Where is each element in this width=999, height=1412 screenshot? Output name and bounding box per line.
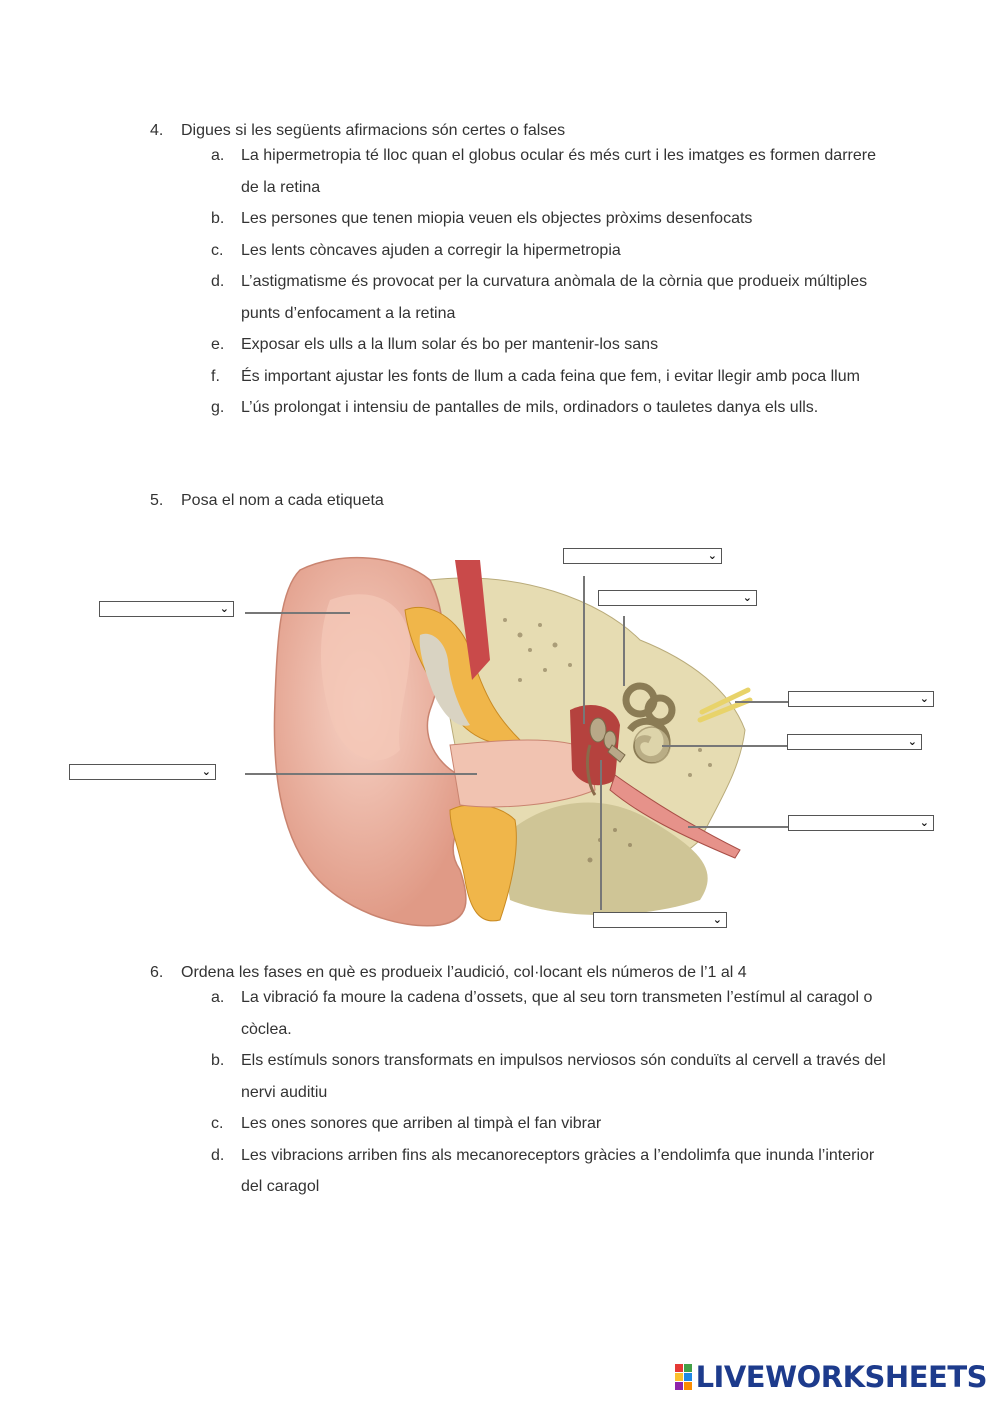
chevron-down-icon: ⌄ [742,592,752,604]
list-item: b. Les persones que tenen miopia veuen els objectes pròxims desenfocats [211,210,753,227]
question-6-list [211,982,891,1203]
chevron-down-icon: ⌄ [919,693,929,705]
list-item: f. És important ajustar les fonts de llum a cada feina que fem, i evitar llegir amb poca llum [211,367,860,385]
leader-line [245,612,350,614]
list-item: e. Exposar els ulls a la llum solar és bo per mantenir-los sans [211,336,659,353]
chevron-down-icon: ⌄ [712,914,722,926]
label-dropdown-pinna[interactable] [99,601,234,617]
liveworksheets-logo [675,1360,987,1394]
label-dropdown-ossicles[interactable] [563,548,722,564]
leader-line [583,576,585,724]
question-6-title: 6. Ordena les fases en què es produeix l’audició, col·locant els números de l’1 al 4 [150,964,747,981]
list-item: b. Els estímuls sonors transformats en impulsos nerviosos són conduïts al cervell a través del nervi auditiu [211,1052,886,1101]
label-dropdown-cochlea[interactable] [787,734,922,750]
list-item: g. L’ús prolongat i intensiu de pantalles de mils, ordinadors o tauletes danya els ulls. [211,399,819,416]
list-item: a. La hipermetropia té lloc quan el globus ocular és més curt i les imatges es formen darrere de la retina [211,147,876,196]
chevron-down-icon: ⌄ [219,603,229,615]
leader-line [662,745,787,747]
leader-line [623,616,625,686]
question-4-title: 4. Digues si les següents afirmacions són certes o falses [150,122,566,139]
leader-line [600,760,602,910]
list-item: c. Les lents còncaves ajuden a corregir la hipermetropia [211,241,621,259]
logo-block [675,1373,683,1381]
question-5-title: 5. Posa el nom a cada etiqueta [150,492,384,509]
chevron-down-icon: ⌄ [907,736,917,748]
chevron-down-icon: ⌄ [201,766,211,778]
logo-block [675,1382,683,1390]
label-dropdown-semicircular-canals[interactable] [598,590,757,606]
logo-block [684,1364,692,1372]
chevron-down-icon: ⌄ [707,550,717,562]
list-item: a. La vibració fa moure la cadena d’ossets, que al seu torn transmeten l’estímul al caragol o còclea. [211,989,873,1038]
leader-line [245,773,477,775]
label-dropdown-ear-canal[interactable] [69,764,216,780]
leader-line [688,826,788,828]
logo-text: LIVEWORKSHEETS [695,1360,987,1394]
list-item: d. L’astigmatisme és provocat per la curvatura anòmala de la còrnia que produeix múltiples punts d’enfocament a la retina [211,273,868,322]
list-item: d. Les vibracions arriben fins als mecanoreceptors gràcies a l’endolimfa que inunda l’interior del caragol [211,1146,875,1195]
label-dropdown-eardrum[interactable] [593,912,727,928]
list-item: c. Les ones sonores que arriben al timpà el fan vibrar [211,1115,602,1132]
logo-blocks-icon [675,1364,692,1390]
chevron-down-icon: ⌄ [919,817,929,829]
question-4-list [211,140,891,424]
label-dropdown-eustachian-tube[interactable] [788,815,934,831]
logo-block [675,1364,683,1372]
logo-block [684,1382,692,1390]
logo-block [684,1373,692,1381]
label-dropdown-auditory-nerve[interactable] [788,691,934,707]
leader-line [735,701,788,703]
